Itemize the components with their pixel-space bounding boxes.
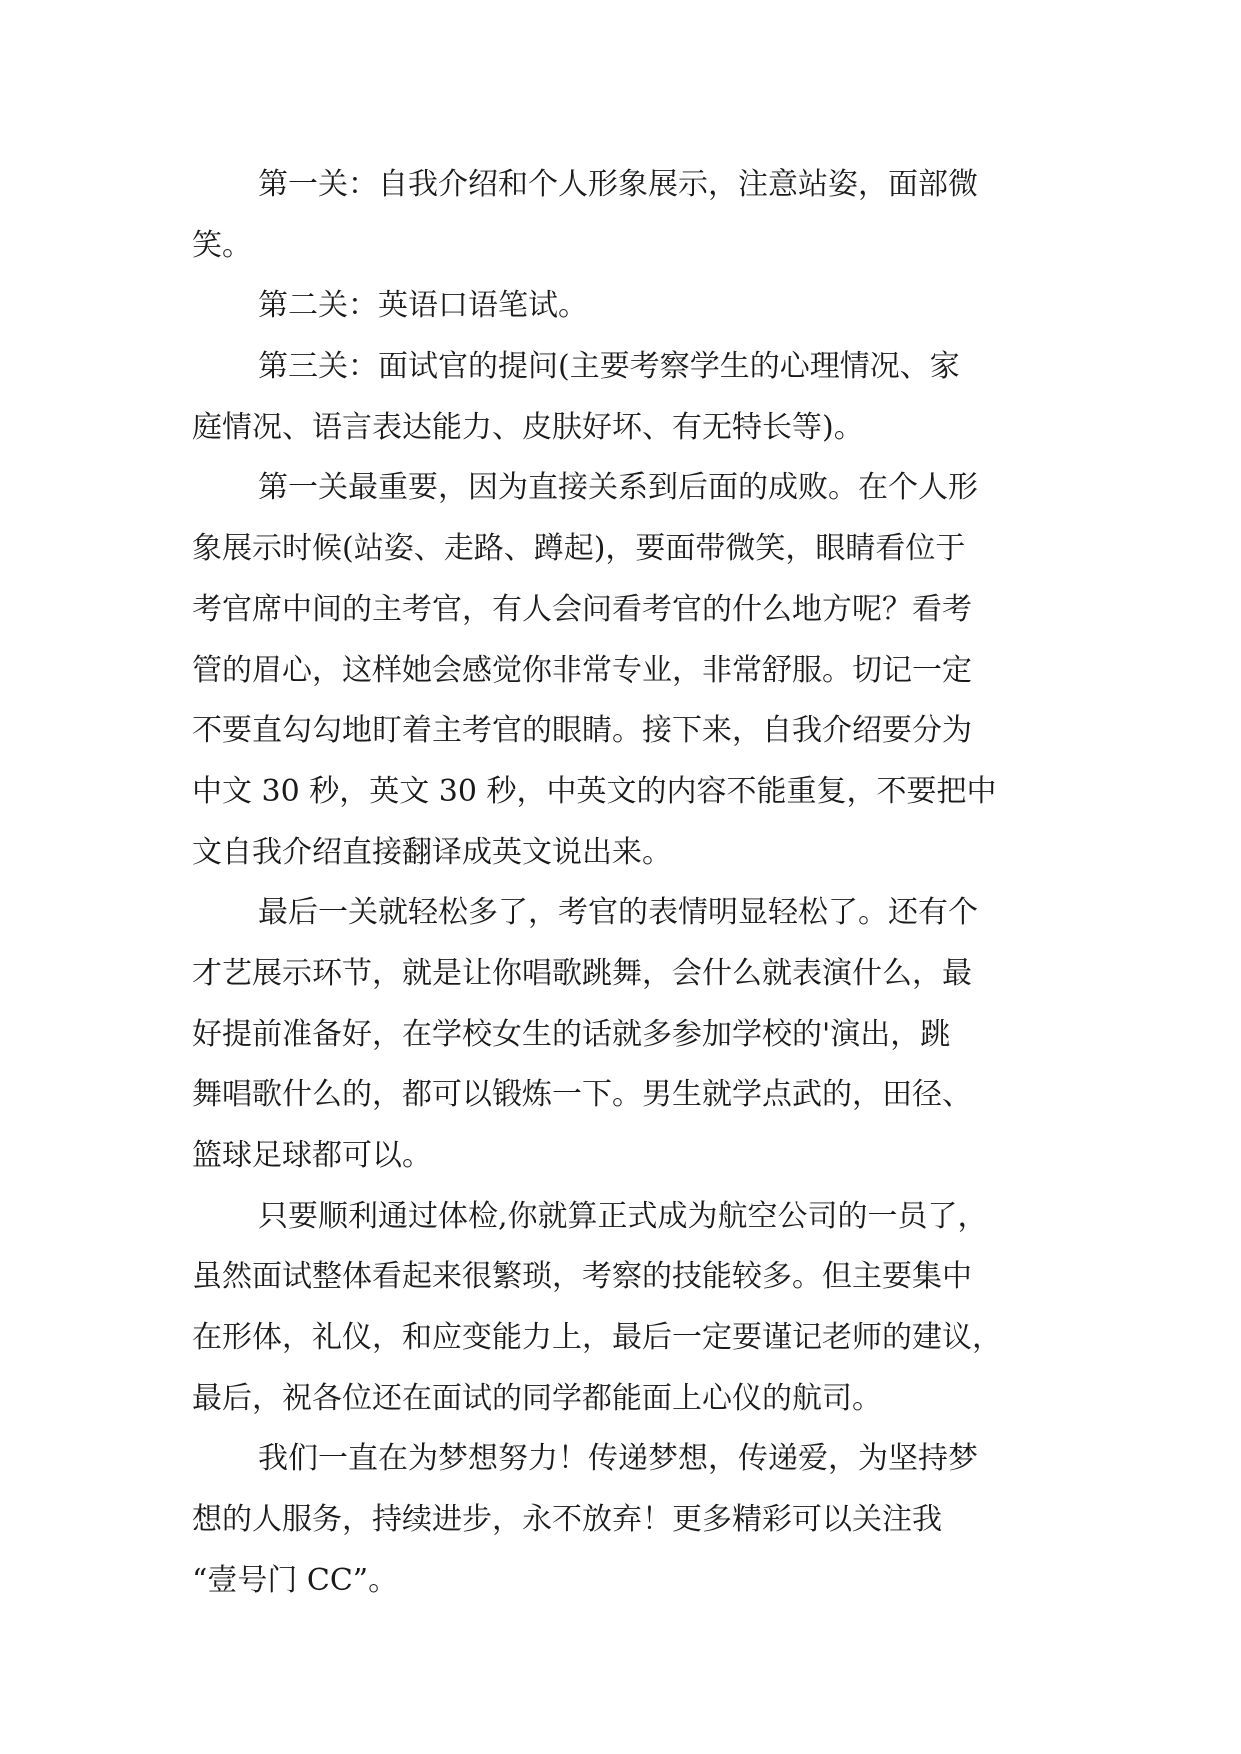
text-line: 管的眉心，这样她会感觉你非常专业，非常舒服。切记一定 (192, 652, 972, 688)
text-line: 第二关：英语口语笔试。 (258, 288, 588, 324)
document-body (192, 155, 1092, 1612)
paragraph-first-round (192, 155, 1092, 276)
paragraph-first-round-detail (192, 458, 1092, 883)
text-line: 第三关：面试官的提问(主要考察学生的心理情况、家 (258, 349, 960, 385)
text-line: 虽然面试整体看起来很繁琐，考察的技能较多。但主要集中 (192, 1259, 972, 1295)
text-line: 象展示时候(站姿、走路、蹲起)，要面带微笑，眼睛看位于 (192, 531, 966, 567)
text-line: “壹号门 CC”。 (192, 1562, 399, 1598)
paragraph-second-round (192, 276, 1092, 337)
text-line: 我们一直在为梦想努力！传递梦想，传递爱，为坚持梦 (258, 1441, 978, 1477)
text-line: 笑。 (192, 227, 252, 263)
text-line: 舞唱歌什么的，都可以锻炼一下。男生就学点武的，田径、 (192, 1077, 972, 1113)
text-line: 篮球足球都可以。 (192, 1138, 432, 1173)
text-line: 第一关：自我介绍和个人形象展示，注意站姿，面部微 (258, 167, 978, 202)
text-line: 在形体，礼仪，和应变能力上，最后一定要谨记老师的建议， (192, 1320, 1002, 1356)
text-line: 第一关最重要，因为直接关系到后面的成败。在个人形 (258, 470, 978, 506)
text-line: 庭情况、语言表达能力、皮肤好坏、有无特长等)。 (192, 409, 864, 445)
paragraph-last-round (192, 883, 1092, 1186)
paragraph-physical-exam (192, 1187, 1092, 1430)
text-line: 考官席中间的主考官，有人会问看考官的什么地方呢？看考 (192, 591, 972, 627)
text-line: 好提前准备好，在学校女生的话就多参加学校的'演出，跳 (192, 1016, 951, 1052)
text-line: 最后，祝各位还在面试的同学都能面上心仪的航司。 (192, 1380, 882, 1416)
paragraph-third-round (192, 337, 1092, 458)
text-line: 只要顺利通过体检,你就算正式成为航空公司的一员了， (258, 1198, 988, 1234)
text-line: 文自我介绍直接翻译成英文说出来。 (192, 834, 672, 870)
paragraph-closing (192, 1429, 1092, 1611)
text-line: 中文 30 秒，英文 30 秒，中英文的内容不能重复，不要把中 (192, 773, 997, 809)
text-line: 最后一关就轻松多了，考官的表情明显轻松了。还有个 (258, 895, 978, 931)
text-line: 想的人服务，持续进步，永不放弃！更多精彩可以关注我 (192, 1502, 942, 1538)
text-line: 不要直勾勾地盯着主考官的眼睛。接下来，自我介绍要分为 (192, 713, 972, 749)
text-line: 才艺展示环节，就是让你唱歌跳舞，会什么就表演什么，最 (192, 955, 972, 991)
